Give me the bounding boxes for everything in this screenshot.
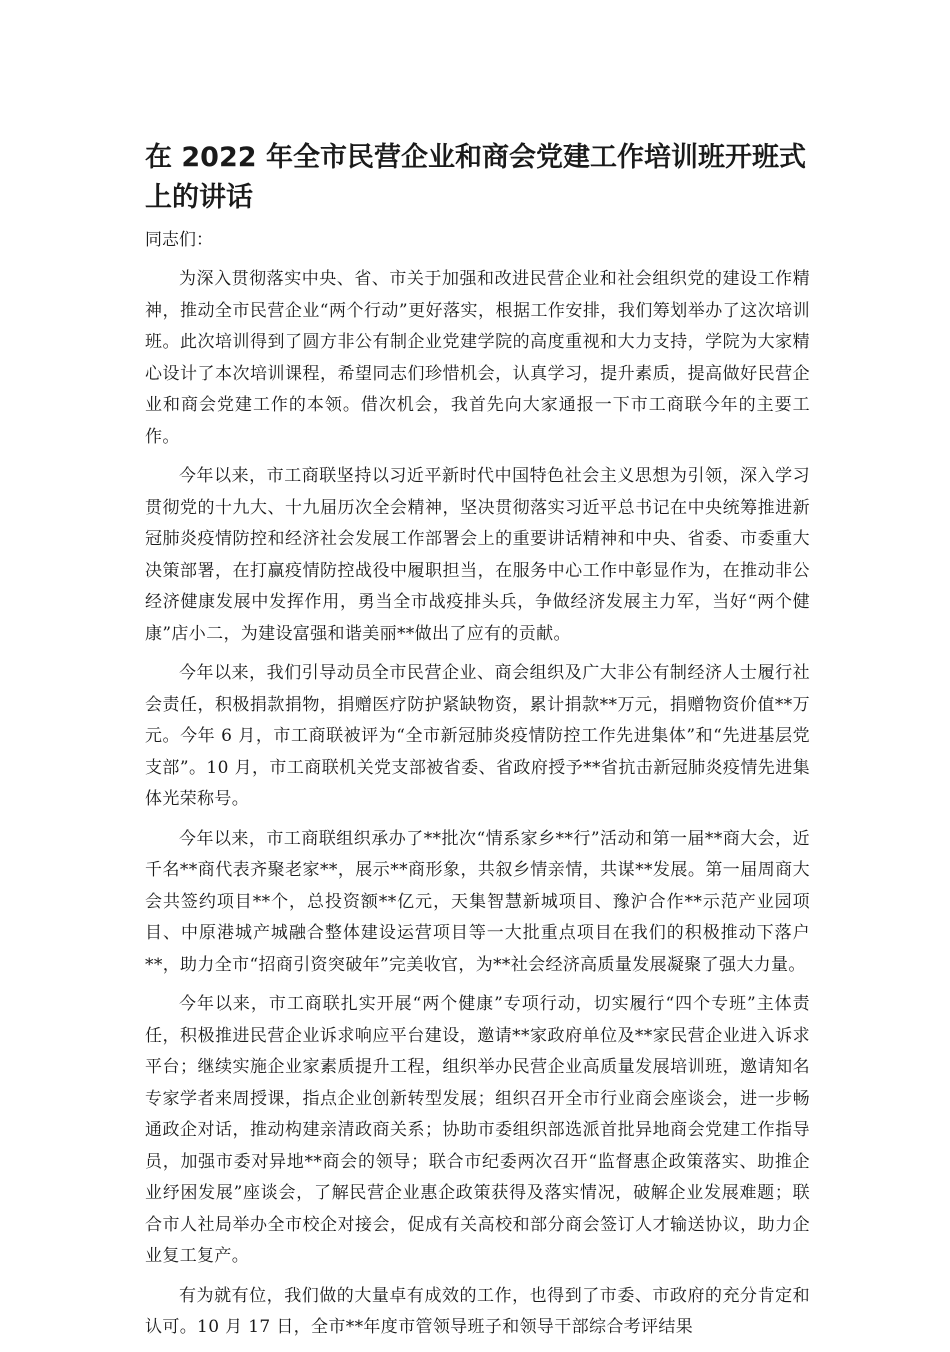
paragraph: 今年以来，我们引导动员全市民营企业、商会组织及广大非公有制经济人士履行社会责任，积极捐款捐物，捐赠医疗防护紧缺物资，累计捐款**万元，捐赠物资价值**万元。今年 6 月，市工商联被评为“全市新冠肺炎疫情防控工作先进集体”和“先进基层党支部”。10 月，市工商联机关党支部被省委、省政府授予**省抗击新冠肺炎疫情先进集体光荣称号。 [145, 663, 810, 809]
document-body [145, 138, 810, 1352]
paragraph: 今年以来，市工商联组织承办了**批次“情系家乡**行”活动和第一届**商大会，近千名**商代表齐聚老家**，展示**商形象，共叙乡情亲情，共谋**发展。第一届周商大会共签约项目**个，总投资额**亿元，天集智慧新城项目、豫沪合作**示范产业园项目、中原港城产城融合整体建设运营项目等一大批重点项目在我们的积极推动下落户**，助力全市“招商引资突破年”完美收官，为**社会经济高质量发展凝聚了强大力量。 [145, 828, 810, 975]
paragraph: 今年以来，市工商联坚持以习近平新时代中国特色社会主义思想为引领，深入学习贯彻党的十九大、十九届历次全会精神，坚决贯彻落实习近平总书记在中央统筹推进新冠肺炎疫情防控和经济社会发展工作部署会上的重要讲话精神和中央、省委、市委重大决策部署，在打赢疫情防控战役中履职担当，在服务中心工作中彰显作为，在推动非公经济健康发展中发挥作用，勇当全市战疫排头兵，争做经济发展主力军，当好“两个健康”店小二，为建设富强和谐美丽**做出了应有的贡献。 [145, 466, 810, 644]
paragraph: 为深入贯彻落实中央、省、市关于加强和改进民营企业和社会组织党的建设工作精神，推动全市民营企业“两个行动”更好落实，根据工作安排，我们筹划举办了这次培训班。此次培训得到了圆方非公有制企业党建学院的高度重视和大力支持，学院为大家精心设计了本次培训课程，希望同志们珍惜机会，认真学习，提升素质，提高做好民营企业和商会党建工作的本领。借次机会，我首先向大家通报一下市工商联今年的主要工作。 [145, 269, 810, 447]
paragraph: 今年以来，市工商联扎实开展“两个健康”专项行动，切实履行“四个专班”主体责任，积极推进民营企业诉求响应平台建设，邀请**家政府单位及**家民营企业进入诉求平台；继续实施企业家素质提升工程，组织举办民营企业高质量发展培训班，邀请知名专家学者来周授课，指点企业创新转型发展；组织召开全市行业商会座谈会，进一步畅通政企对话，推动构建亲清政商关系；协助市委组织部选派首批异地商会党建工作指导员，加强市委对异地**商会的领导；联合市纪委两次召开“监督惠企政策落实、助推企业纾困发展”座谈会，了解民营企业惠企政策获得及落实情况，破解企业发展难题；联合市人社局举办全市校企对接会，促成有关高校和部分商会签订人才输送协议，助力企业复工复产。 [145, 994, 810, 1266]
document-title: 在 2022 年全市民营企业和商会党建工作培训班开班式上的讲话 [145, 142, 806, 213]
paragraph: 有为就有位，我们做的大量卓有成效的工作，也得到了市委、市政府的充分肯定和认可。10 月 17 日，全市**年度市管领导班子和领导干部综合考评结果 [145, 1285, 810, 1337]
salutation: 同志们： [145, 230, 213, 250]
